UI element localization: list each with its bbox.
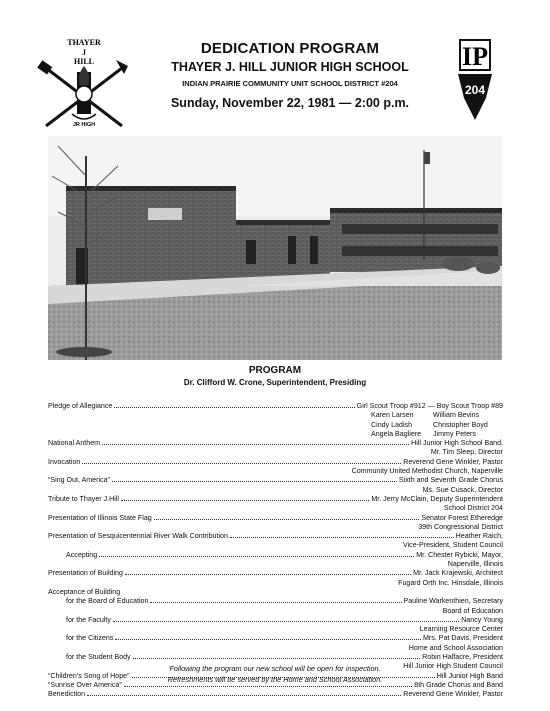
program-line (48, 551, 503, 560)
program-title: PROGRAM (248, 365, 302, 376)
program-item-label: Pledge of Allegiance (48, 402, 113, 410)
program-line (48, 476, 503, 485)
program-line (48, 532, 503, 541)
program-line (48, 514, 503, 523)
emblem-top-text: THAYER (67, 38, 101, 47)
leader-dots (121, 500, 369, 501)
page-title: DEDICATION PROGRAM (200, 40, 380, 57)
program-item-value: Mr. Chester Rybicki, Mayor, (416, 550, 503, 559)
program-item-value: Pauline Warkenthien, Secretary (403, 597, 503, 606)
program-line (48, 653, 503, 662)
program-item-label: for the Citizens (66, 634, 114, 643)
pledge-name: Christopher Boyd (433, 420, 488, 429)
program-item-value: Mrs. Pat Davis, President (422, 634, 503, 643)
leader-dots (114, 407, 354, 408)
program-line (48, 439, 503, 448)
program-item-extra: School District 204 (443, 504, 503, 513)
program-line (48, 634, 503, 643)
leader-dots (87, 695, 401, 696)
leader-dots (82, 463, 401, 464)
program-item-extra: Learning Resource Center (419, 625, 503, 634)
program-item-value: Sixth and Seventh Grade Chorus (398, 476, 503, 485)
leader-dots (125, 574, 411, 575)
program-item-value: Hill Junior High School Band, (411, 439, 503, 448)
district-name: INDIAN PRAIRIE COMMUNITY UNIT SCHOOL DISTRICT #204 (182, 79, 398, 88)
program-item-extra: Mr. Tim Sleep, Director (430, 448, 503, 457)
leader-dots (133, 658, 420, 659)
program-item-extra: Ms. Sue Cusack, Director (422, 485, 503, 494)
program-item-extra: 39th Congressional District (418, 522, 503, 531)
program-item-extra: Home and School Association (408, 643, 503, 652)
school-name: THAYER J. HILL JUNIOR HIGH SCHOOL (171, 60, 409, 74)
leader-dots (99, 556, 414, 557)
pledge-name: Cindy Ladish (371, 420, 413, 429)
program-item-extra: Naperville, Illinois (447, 560, 503, 569)
footer-note-refreshments: Refreshments will be served by the Home and School Association. (167, 675, 383, 684)
program-item-label: Presentation of Building (48, 569, 123, 578)
program-item-label: for the Faculty (66, 615, 111, 624)
emblem-letter: J (82, 48, 86, 57)
program-item-label: Presentation of Illinois State Flag (48, 513, 152, 522)
district-204-logo (454, 38, 496, 122)
pledge-names-row (48, 430, 503, 439)
program-line (48, 616, 503, 625)
program-item-label: “Sing Out, America” (48, 476, 110, 485)
program-item-label: Tribute to Thayer J.Hill (48, 494, 119, 503)
program-item-label: Presentation of Sesquicentennial River Walk Contribution (48, 532, 228, 541)
leader-dots (124, 686, 413, 687)
event-date: Sunday, November 22, 1981 — 2:00 p.m. (170, 96, 410, 110)
leader-dots (115, 639, 421, 640)
acceptance-heading-label: Acceptance of Building (48, 587, 121, 596)
program-item-label: “Sunrise Over America” (48, 680, 122, 689)
program-item-value: Reverend Gene Winkler, Pastor (403, 690, 503, 699)
program-item-value: 8th Grade Chorus and Band (414, 680, 503, 689)
leader-dots (230, 537, 454, 538)
program-item-label: Benediction (48, 690, 86, 699)
program-item-label: “Children’s Song of Hope” (48, 671, 130, 680)
emblem-mid-text: HILL (73, 57, 95, 66)
program-item-extra: Board of Education (442, 606, 503, 615)
pledge-names-row (48, 421, 503, 430)
program-item-value: Heather Raich, (455, 532, 503, 541)
pledge-name: William Bevins (433, 411, 480, 420)
program-line (48, 458, 503, 467)
program-item-extra: Vice-President, Student Council (402, 541, 503, 550)
program-item-label: for the Student Body (66, 653, 131, 662)
program-item-value: Senator Forest Etheredge (421, 513, 503, 522)
program-item-value: Nancy Young (461, 615, 503, 624)
program-line (48, 597, 503, 606)
program-item-extra: Hill Junior High Student Council (403, 662, 503, 671)
program-pledge-separator: — (425, 402, 437, 410)
program-item-extra: Fugard Orth Inc. Hinsdale, Illinois (398, 578, 503, 587)
program-item-value: Mr. Jerry McClain, Deputy Superintendent (371, 494, 503, 503)
program-line-pledge (48, 402, 503, 411)
leader-dots (112, 481, 397, 482)
program-item-value: Robin Halfacre, President (422, 653, 503, 662)
pledge-name: Jimmy Peters (433, 429, 476, 438)
acceptance-heading (48, 588, 503, 597)
pledge-name: Karen Larsen (371, 411, 414, 420)
program-item-value: Mr. Jack Krajewski, Architect (413, 569, 503, 578)
leader-dots (113, 621, 459, 622)
pledge-name: Angela Bagliere (371, 429, 422, 438)
program-list (48, 402, 503, 700)
program-item-label: for the Board of Education (66, 597, 149, 606)
program-item-value: Hill Junior High Band (436, 671, 503, 680)
program-pledge-troop-a: Girl Scout Troop #912 (356, 402, 426, 410)
program-line (48, 495, 503, 504)
leader-dots (150, 602, 401, 603)
program-line (48, 690, 503, 699)
program-subtitle: Dr. Clifford W. Crone, Superintendent, Presiding (183, 378, 367, 387)
emblem-bottom-text: JR HIGH (72, 122, 96, 128)
leader-dots (102, 444, 409, 445)
program-item-value: Reverend Gene Winkler, Pastor (403, 457, 503, 466)
program-item-label: Invocation (48, 457, 81, 466)
program-item-label: National Anthem (48, 439, 101, 448)
district-logo-letters: IP (462, 42, 488, 71)
district-logo-number: 204 (464, 83, 486, 97)
pledge-names-row (48, 411, 503, 420)
leader-dots (154, 519, 420, 520)
program-line (48, 569, 503, 578)
program-pledge-troop-b: Boy Scout Troop #89 (436, 402, 503, 410)
school-building-photo (48, 136, 502, 360)
program-item-extra: Community United Methodist Church, Naperville (351, 467, 503, 476)
school-emblem-logo (36, 36, 132, 132)
program-item-label: Accepting (66, 550, 98, 559)
footer-note-inspection: Following the program our new school will be open for inspection. (169, 664, 381, 673)
